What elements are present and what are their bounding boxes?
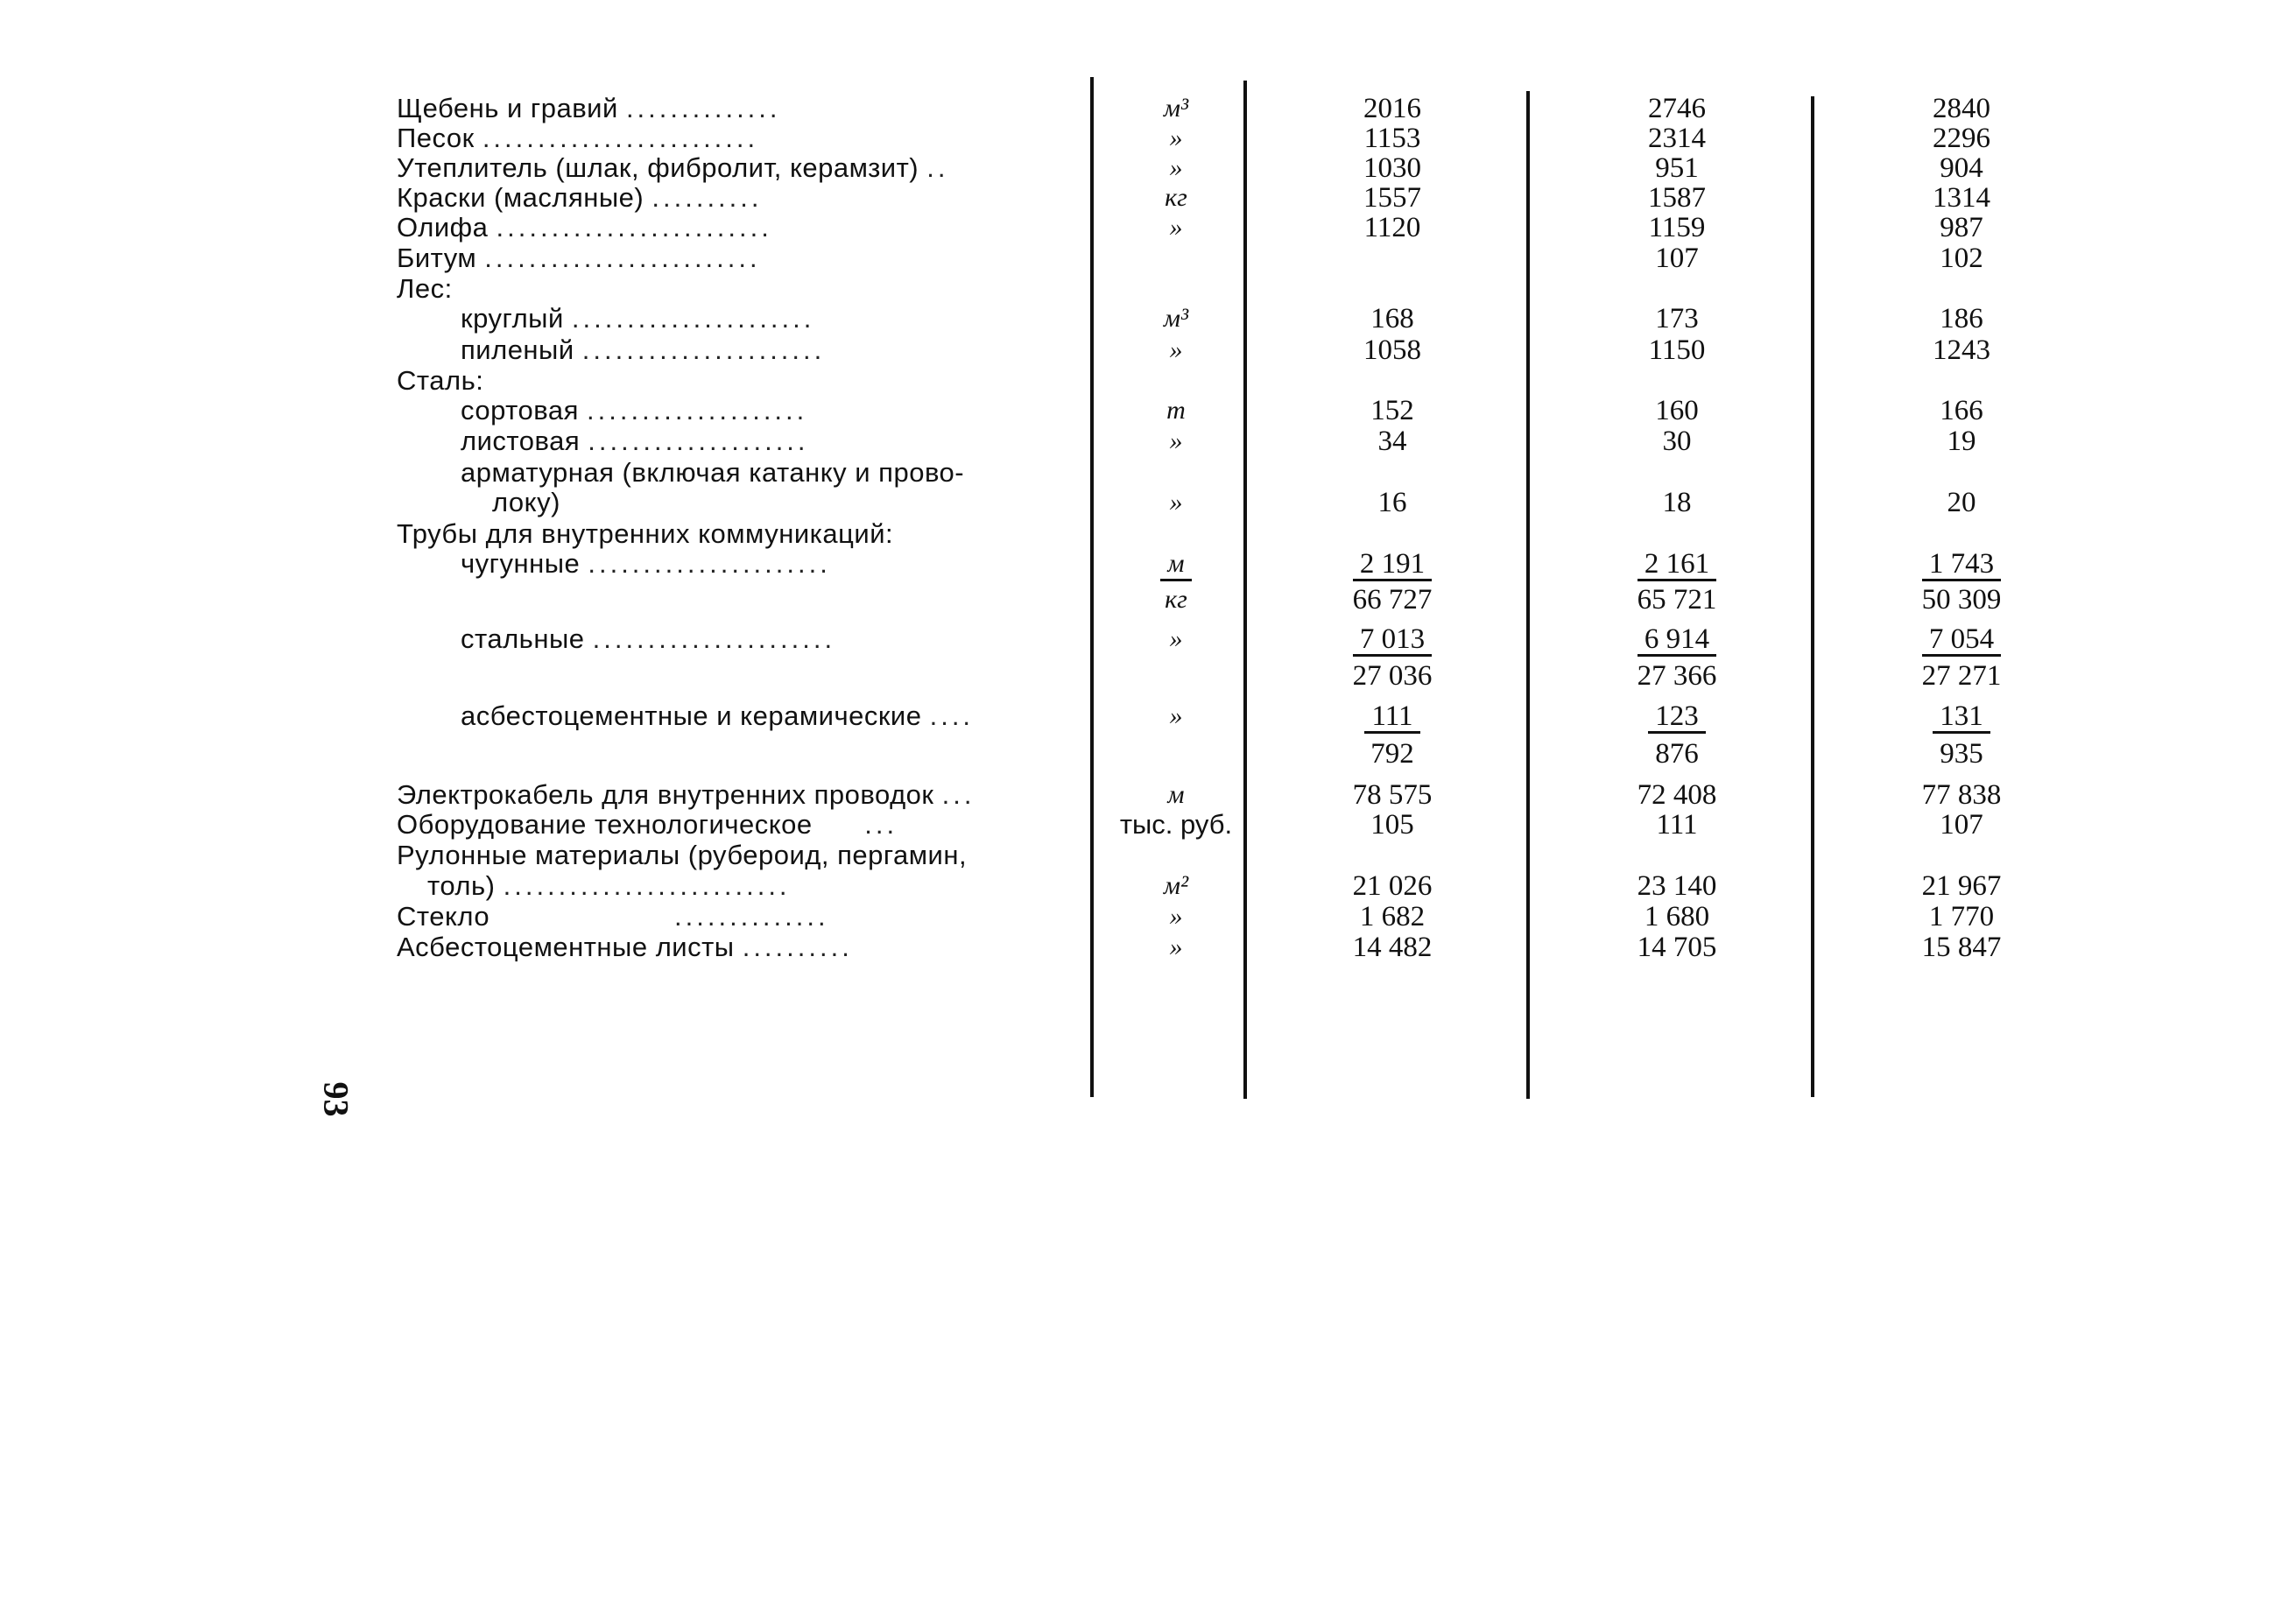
value-col3: 1 743: [1865, 548, 2058, 581]
value-col3: 20: [1947, 487, 1976, 518]
section-heading: [0, 518, 2296, 550]
value-col1: 1120: [1363, 212, 1421, 243]
value-col1: 66 727: [1352, 584, 1433, 616]
row-label: толь) ..........................: [427, 870, 791, 901]
table-row: [0, 182, 2296, 214]
row-label: Оборудование технологическое ...: [397, 809, 898, 840]
row-label: Стекло ..............: [397, 901, 829, 932]
row-label: стальные ......................: [461, 623, 836, 654]
table-row: [0, 395, 2296, 426]
table-row: [0, 870, 2296, 902]
row-label: круглый ......................: [461, 303, 815, 334]
value-col2: 107: [1655, 243, 1699, 274]
row-unit: »: [1169, 123, 1183, 152]
value-col2: 2314: [1648, 123, 1706, 154]
table-row: [0, 623, 2296, 655]
page-number: 93: [316, 1081, 356, 1117]
row-label: Трубы для внутренних коммуникаций:: [397, 518, 894, 549]
value-col1: 1030: [1363, 152, 1421, 184]
table-row: [0, 93, 2296, 124]
value-col1: 152: [1370, 395, 1414, 426]
row-label: Щебень и гравий ..............: [397, 93, 781, 123]
row-unit: м²: [1163, 871, 1189, 900]
value-col1: 34: [1377, 426, 1407, 457]
value-col1: 1058: [1363, 334, 1421, 366]
row-unit: м³: [1163, 304, 1189, 333]
row-unit: м³: [1163, 94, 1189, 123]
value-col2: 1150: [1648, 334, 1706, 366]
row-unit: »: [1169, 335, 1183, 364]
value-col2: 951: [1655, 152, 1699, 184]
value-col1: 105: [1370, 809, 1414, 841]
value-col2: 1 680: [1644, 901, 1710, 932]
value-col1: 27 036: [1352, 660, 1433, 692]
table-row: [0, 779, 2296, 811]
value-col2: 2 161: [1581, 548, 1773, 581]
value-col2: 1159: [1648, 212, 1706, 243]
row-unit: кг: [1165, 183, 1187, 212]
table-row: [0, 809, 2296, 841]
value-col3: 935: [1940, 738, 1983, 770]
section-heading: [0, 273, 2296, 305]
value-col2: 14 705: [1637, 932, 1717, 963]
value-col3: 987: [1940, 212, 1983, 243]
row-unit: »: [1169, 153, 1183, 182]
table-row: [0, 584, 2296, 616]
table-row: [0, 303, 2296, 334]
row-unit: кг: [1165, 585, 1187, 614]
table-row: [0, 212, 2296, 243]
value-col1: 2 191: [1296, 548, 1489, 581]
row-label: асбестоцементные и керамические ....: [461, 700, 975, 731]
value-col1: 78 575: [1352, 779, 1433, 811]
row-label: Песок .........................: [397, 123, 759, 153]
value-col3: 1243: [1933, 334, 1990, 366]
row-label: Олифа .........................: [397, 212, 772, 243]
value-col3: 21 967: [1921, 870, 2002, 902]
row-unit: »: [1169, 213, 1183, 242]
table-row: [0, 738, 2296, 770]
row-unit: м: [1102, 548, 1250, 581]
value-col1: 7 013: [1296, 623, 1489, 657]
value-col1: 1 682: [1359, 901, 1426, 932]
value-col1: 111: [1296, 700, 1489, 734]
row-unit: »: [1169, 701, 1183, 730]
row-label: сортовая ....................: [461, 395, 808, 426]
row-label: пиленый ......................: [461, 334, 826, 365]
row-label: Лес:: [397, 273, 453, 304]
value-col3: 186: [1940, 303, 1983, 334]
table-row: [0, 932, 2296, 963]
row-unit: »: [1169, 902, 1183, 931]
row-label: Краски (масляные) ..........: [397, 182, 763, 213]
table-row: [0, 487, 2296, 518]
row-unit: тыс. руб.: [1119, 809, 1233, 840]
value-col3: 15 847: [1921, 932, 2002, 963]
row-label: Рулонные материалы (рубероид, пергамин,: [397, 840, 968, 870]
value-col1: 14 482: [1352, 932, 1433, 963]
value-col3: 27 271: [1921, 660, 2002, 692]
row-unit: м: [1167, 780, 1185, 809]
value-col2: 6 914: [1581, 623, 1773, 657]
value-col1: 792: [1370, 738, 1414, 770]
row-label: Битум .........................: [397, 243, 761, 273]
row-label: листовая ....................: [461, 426, 809, 456]
row-unit: »: [1169, 426, 1183, 455]
value-col2: 160: [1655, 395, 1699, 426]
value-col2: 23 140: [1637, 870, 1717, 902]
value-col1: 1153: [1363, 123, 1421, 154]
row-unit: т: [1166, 396, 1186, 425]
table-row: [0, 243, 2296, 274]
row-label: Асбестоцементные листы ..........: [397, 932, 853, 962]
value-col1: 21 026: [1352, 870, 1433, 902]
row-unit: »: [1169, 624, 1183, 653]
value-col1: 168: [1370, 303, 1414, 334]
value-col3: 102: [1940, 243, 1983, 274]
value-col3: 166: [1940, 395, 1983, 426]
value-col3: 1 770: [1928, 901, 1995, 932]
table-row: [0, 901, 2296, 932]
value-col2: 1587: [1648, 182, 1706, 214]
row-label: Сталь:: [397, 365, 484, 396]
value-col3: 50 309: [1921, 584, 2002, 616]
value-col2: 876: [1655, 738, 1699, 770]
table-row: [0, 548, 2296, 580]
table-row: [0, 457, 2296, 489]
value-col3: 77 838: [1921, 779, 2002, 811]
value-col3: 107: [1940, 809, 1983, 841]
value-col3: 131: [1865, 700, 2058, 734]
table-row: [0, 840, 2296, 871]
row-label: арматурная (включая катанку и прово-: [461, 457, 965, 488]
value-col2: 2746: [1648, 93, 1706, 124]
row-label: Электрокабель для внутренних проводок ...: [397, 779, 975, 810]
table-row: [0, 426, 2296, 457]
value-col2: 27 366: [1637, 660, 1717, 692]
table-row: [0, 334, 2296, 366]
value-col3: 1314: [1933, 182, 1990, 214]
row-unit: »: [1169, 488, 1183, 517]
value-col2: 65 721: [1637, 584, 1717, 616]
value-col3: 904: [1940, 152, 1983, 184]
row-label: чугунные ......................: [461, 548, 831, 579]
row-label: Утеплитель (шлак, фибролит, керамзит) ..: [397, 152, 949, 183]
table-row: [0, 700, 2296, 732]
table-row: [0, 660, 2296, 692]
value-col1: 1557: [1363, 182, 1421, 214]
table-row: [0, 152, 2296, 184]
value-col1: 16: [1377, 487, 1407, 518]
value-col3: 7 054: [1865, 623, 2058, 657]
value-col1: 2016: [1363, 93, 1421, 124]
value-col2: 18: [1662, 487, 1692, 518]
value-col2: 30: [1662, 426, 1692, 457]
value-col2: 72 408: [1637, 779, 1717, 811]
row-unit: »: [1169, 932, 1183, 961]
value-col3: 19: [1947, 426, 1976, 457]
value-col2: 111: [1656, 809, 1698, 841]
value-col3: 2296: [1933, 123, 1990, 154]
table-row: [0, 123, 2296, 154]
section-heading: [0, 365, 2296, 397]
value-col2: 173: [1655, 303, 1699, 334]
row-label: локу): [492, 487, 560, 517]
value-col3: 2840: [1933, 93, 1990, 124]
value-col2: 123: [1581, 700, 1773, 734]
